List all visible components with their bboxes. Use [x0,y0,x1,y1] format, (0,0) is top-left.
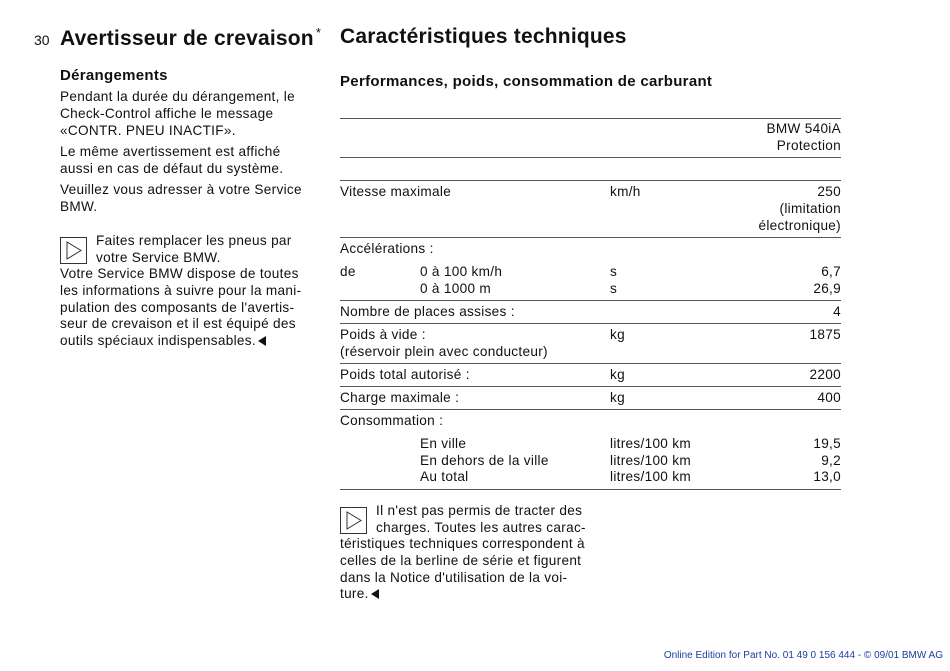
table-row-unit: kg [610,367,625,382]
model-variant: Protection [776,137,841,153]
table-row-unit: kg [610,390,625,405]
value-line: 250 [817,184,841,199]
model-name: BMW 540iA [766,121,841,136]
text-line: pulation des composants de l'avertis- [60,299,295,315]
note-text [60,266,301,350]
text-line: dans la Notice d'utilisation de la voi- [340,569,568,585]
table-rule [340,323,841,324]
title-text: Avertisseur de crevaison [60,27,314,50]
text-line [60,333,301,350]
note-text-indented [96,233,292,267]
table-row-unit: litres/100 km [610,469,691,484]
table-rule [340,237,841,238]
table-row-unit: litres/100 km [610,453,691,468]
text-line: aussi en cas de défaut du système. [60,160,284,176]
text-line: Check-Control affiche le message [60,105,274,121]
text-line: charges. Toutes les autres carac- [376,519,586,535]
text-line: «CONTR. PNEU INACTIF». [60,122,236,138]
end-triangle-icon [371,589,379,599]
table-row-label: Consommation : [340,413,444,428]
table-rule [340,489,841,490]
table-row-sublabel: 0 à 100 km/h [420,264,503,279]
table-row-sublabel: Au total [420,469,469,484]
table-rule [340,300,841,301]
footer-edition: Online Edition for Part No. 01 49 0 156 444 - © 09/01 BMW AG [663,650,943,661]
note-text-indented [376,503,586,537]
table-row-unit: s [610,264,618,279]
table-row-label: Poids total autorisé : [340,367,470,382]
table-row-unit: s [610,281,618,296]
table-rule [340,157,841,158]
label-line: Poids à vide : [340,327,426,342]
paragraph-2 [60,144,283,178]
text-line: téristiques techniques correspondent à [340,536,585,551]
note-text [340,536,585,603]
title-asterisk: * [315,25,322,40]
table-row-value: 400 [817,390,841,405]
text-span: ture. [340,586,369,602]
table-row-value: 2200 [809,367,841,382]
table-row-unit: km/h [610,184,641,199]
table-row-value: 6,7 [821,264,841,279]
table-row-value: 4 [833,304,841,319]
table-rule [340,363,841,364]
value-line: (limitation [779,200,841,216]
table-row-prefix: de [340,264,356,279]
table-row-unit: kg [610,327,625,342]
text-line: Pendant la durée du dérangement, le [60,89,295,104]
text-line: votre Service BMW. [96,249,221,265]
note-triangle-icon [340,507,367,534]
paragraph-3 [60,182,302,216]
table-row-label: Accélérations : [340,241,434,256]
subheading-derangements: Dérangements [60,67,168,84]
section-title-right: Caractéristiques techniques [340,25,627,48]
table-row-label: Charge maximale : [340,390,460,405]
text-line: Votre Service BMW dispose de toutes [60,266,299,281]
text-line: celles de la berline de série et figurent [340,552,582,568]
page-number: 30 [34,32,50,48]
text-line: Faites remplacer les pneus par [96,233,292,248]
table-rule [340,386,841,387]
text-line: seur de crevaison et il est équipé des [60,316,296,332]
text-line: BMW. [60,198,98,214]
note-triangle-icon [60,237,87,264]
text-line: Il n'est pas permis de tracter des [376,503,583,518]
table-row-label: Vitesse maximale [340,184,452,199]
model-header [767,121,841,155]
table-row-label: Nombre de places assises : [340,304,515,319]
table-row-sublabel: 0 à 1000 m [420,281,492,296]
text-line: Le même avertissement est affiché [60,144,281,159]
table-rule [340,180,841,181]
text-line: Veuillez vous adresser à votre Service [60,182,302,197]
table-row-value: 9,2 [821,453,841,468]
table-row-value: 19,5 [813,436,841,451]
value-line: électronique) [758,217,841,233]
table-row-value [759,184,842,234]
table-row-sublabel: En dehors de la ville [420,453,549,468]
table-row-label [340,327,548,361]
table-row-unit: litres/100 km [610,436,691,451]
paragraph-1 [60,89,295,139]
table-row-sublabel: En ville [420,436,467,451]
end-triangle-icon [258,336,266,346]
text-span: outils spéciaux indispensables. [60,333,256,349]
label-line: (réservoir plein avec conducteur) [340,343,548,359]
text-line [340,586,585,603]
table-row-value: 13,0 [813,469,841,484]
table-row-value: 26,9 [813,281,841,296]
text-line: les informations à suivre pour la mani- [60,282,302,298]
table-rule [340,118,841,119]
section-title-left [60,25,321,51]
table-row-value: 1875 [809,327,841,342]
subheading-performances: Performances, poids, consommation de carburant [340,73,713,90]
table-rule [340,409,841,410]
